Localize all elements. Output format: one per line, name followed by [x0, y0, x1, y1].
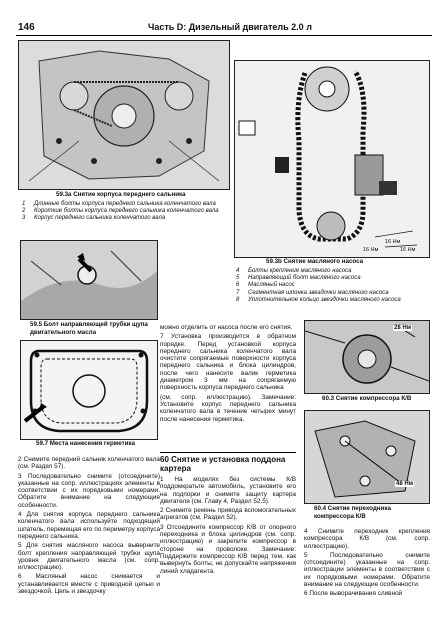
dipstick-bolt-illustration — [21, 241, 157, 319]
legend-item-text: Болты крепления масляного насоса — [248, 268, 352, 274]
legend-item — [236, 297, 430, 304]
header-rule — [16, 35, 432, 36]
figure-59-3b-image — [234, 60, 430, 258]
legend-item — [236, 282, 430, 289]
section-title: 60 Снятие и установка поддона картера — [160, 452, 296, 473]
torque-label: 16 Нм — [385, 239, 401, 245]
page-number: 146 — [18, 22, 35, 33]
legend-item — [236, 290, 430, 297]
torque-callout: 48 Нм — [396, 481, 414, 487]
legend-item-number: 7 — [236, 289, 240, 296]
figure-59-7-caption: 59.7 Места нанесения герметика — [36, 440, 135, 447]
figure-60-3-caption: 60.3 Снятие компрессора К/В — [322, 395, 412, 402]
figure-60-4-caption: 60.4 Снятие переходника компрессора К/В — [314, 505, 391, 520]
compressor-adapter-illustration — [305, 411, 429, 503]
paragraph: 2 Снимите передний сальник коленчатого вала (см. Раздел 57). — [18, 456, 160, 471]
paragraph: 2 Снимите ремень привода вспомогательных агрегатов (см. Раздел 52). — [160, 507, 296, 522]
figure-59-3a-caption: 59.3a Снятие корпуса переднего сальника — [56, 191, 186, 198]
legend-item — [22, 208, 227, 215]
torque-label: 16 Нм — [363, 247, 379, 253]
paragraph: 5 Для снятия масляного насоса выверните болт крепления направляющей трубки щупа уровня двигательного масла (см. сопр. иллюстрацию). — [18, 542, 160, 572]
figure-59-3a-image — [18, 40, 230, 190]
paragraph: 7 Установка производится в обратном порядке. Перед установкой корпуса переднего сальника коленчатого вала очистите сопрягаемые поверхности корпуса переднего сальника и блока цилиндров, после чего нанесите валик герметика диаметром 3 мм на сопрягаемую поверхность корпуса переднего сальника — [160, 333, 296, 392]
paragraph: 1 На моделях без системы К/В поддомкратьте автомобиль, установите его на подпорки и снимите защиту картера двигателя (см. Главу 4, Раздел 52.5). — [160, 476, 296, 505]
legend-item-text: Масляный насос — [248, 282, 295, 289]
figure-60-4-image — [304, 410, 430, 504]
legend-item — [22, 201, 227, 208]
legend-item-number: 6 — [236, 282, 240, 289]
paragraph: 6 Масляный насос снимается и устанавливается вместе с приводной цепью и звездочкой. Цепь и звездочку — [18, 573, 160, 596]
middle-column-section-text — [160, 476, 296, 577]
middle-column-text — [160, 324, 296, 425]
engine-front-illustration — [19, 41, 229, 189]
paragraph: 3 Отсоедините компрессор К/В от опорного переходника и блока цилиндров (см. сопр. иллюстрацию) и закрепите компрессор в стороне на проволоке. Замечание: Поддержите компрессор К/В перед тем, как вывернуть болты, не допускайте напряжения линий хладагента. — [160, 523, 296, 575]
legend-item-text: Сегментная шпонка звездочки масляного насоса — [248, 289, 389, 296]
torque-label: 16 Нм — [400, 247, 416, 253]
page-header-title: Часть D: Дизельный двигатель 2.0 л — [148, 22, 312, 32]
paragraph: (см. сопр. иллюстрацию). Замечание: Установите корпус переднего сальника коленчатого вала в течение четырех минут после нанесения герметика. — [160, 393, 296, 423]
sealant-diagram — [21, 341, 157, 439]
legend-item-text: Направляющий болт масляного насоса — [248, 275, 361, 282]
figure-59-3a-legend — [22, 201, 227, 223]
legend-item-number: 2 — [22, 208, 26, 215]
legend-item-number: 5 — [236, 275, 240, 282]
paragraph: можно отделить от насоса после его снятия. — [160, 324, 293, 331]
paragraph: 6 После выворачивания сливной — [304, 590, 403, 598]
paragraph: 5 Последовательно снимите (отсоедините) указанные на сопр. иллюстрации элементы в соответствии с их порядковыми номерами. Обратите внимание на следующие особенности. — [304, 551, 430, 589]
figure-59-3b-legend — [236, 268, 430, 304]
paragraph: 4 Для снятия корпуса переднего сальника коленчатого вала используйте подходящий шпатель, перемещая его по периметру корпуса переднего сальника. — [18, 511, 160, 540]
legend-item-text: Короткие болты корпуса переднего сальника коленчатого вала — [34, 208, 219, 215]
legend-item-text: Уплотнительное кольцо звездочки масляного насоса — [248, 296, 401, 303]
ac-compressor-illustration — [305, 321, 429, 393]
right-column-text — [304, 528, 430, 600]
figure-59-5-caption-line1 — [30, 321, 165, 336]
left-column-text — [18, 456, 160, 597]
legend-item — [22, 215, 227, 222]
legend-item-number: 1 — [22, 201, 26, 207]
legend-item-text: Корпус переднего сальника коленчатого вала — [34, 215, 166, 222]
legend-item-number: 4 — [236, 268, 240, 274]
figure-59-3b-caption: 59.3b Снятие масляного насоса — [266, 258, 364, 265]
figure-59-7-image — [20, 340, 158, 440]
figure-60-3-image — [304, 320, 430, 394]
legend-item-text: Длинные болты корпуса переднего сальника коленчатого вала — [34, 201, 216, 207]
paragraph: 4 Снимите переходник крепления компрессора К/В (см. сопр. иллюстрацию). — [304, 528, 430, 550]
oil-pump-illustration — [235, 61, 429, 257]
legend-item-number: 3 — [22, 215, 26, 222]
figure-59-5-caption: 59.5 Болт направляющей трубки щупа двигательного масла — [30, 321, 148, 336]
legend-item-number: 8 — [236, 296, 240, 303]
paragraph: 3 Последовательно снимите (отсоедините) указанные на сопр. иллюстрациях элементы в соответствии с их порядковыми номерами. Обратите внимание на следующие особенности. — [18, 472, 160, 509]
torque-callout: 28 Нм — [394, 325, 412, 331]
figure-59-5-image — [20, 240, 158, 320]
